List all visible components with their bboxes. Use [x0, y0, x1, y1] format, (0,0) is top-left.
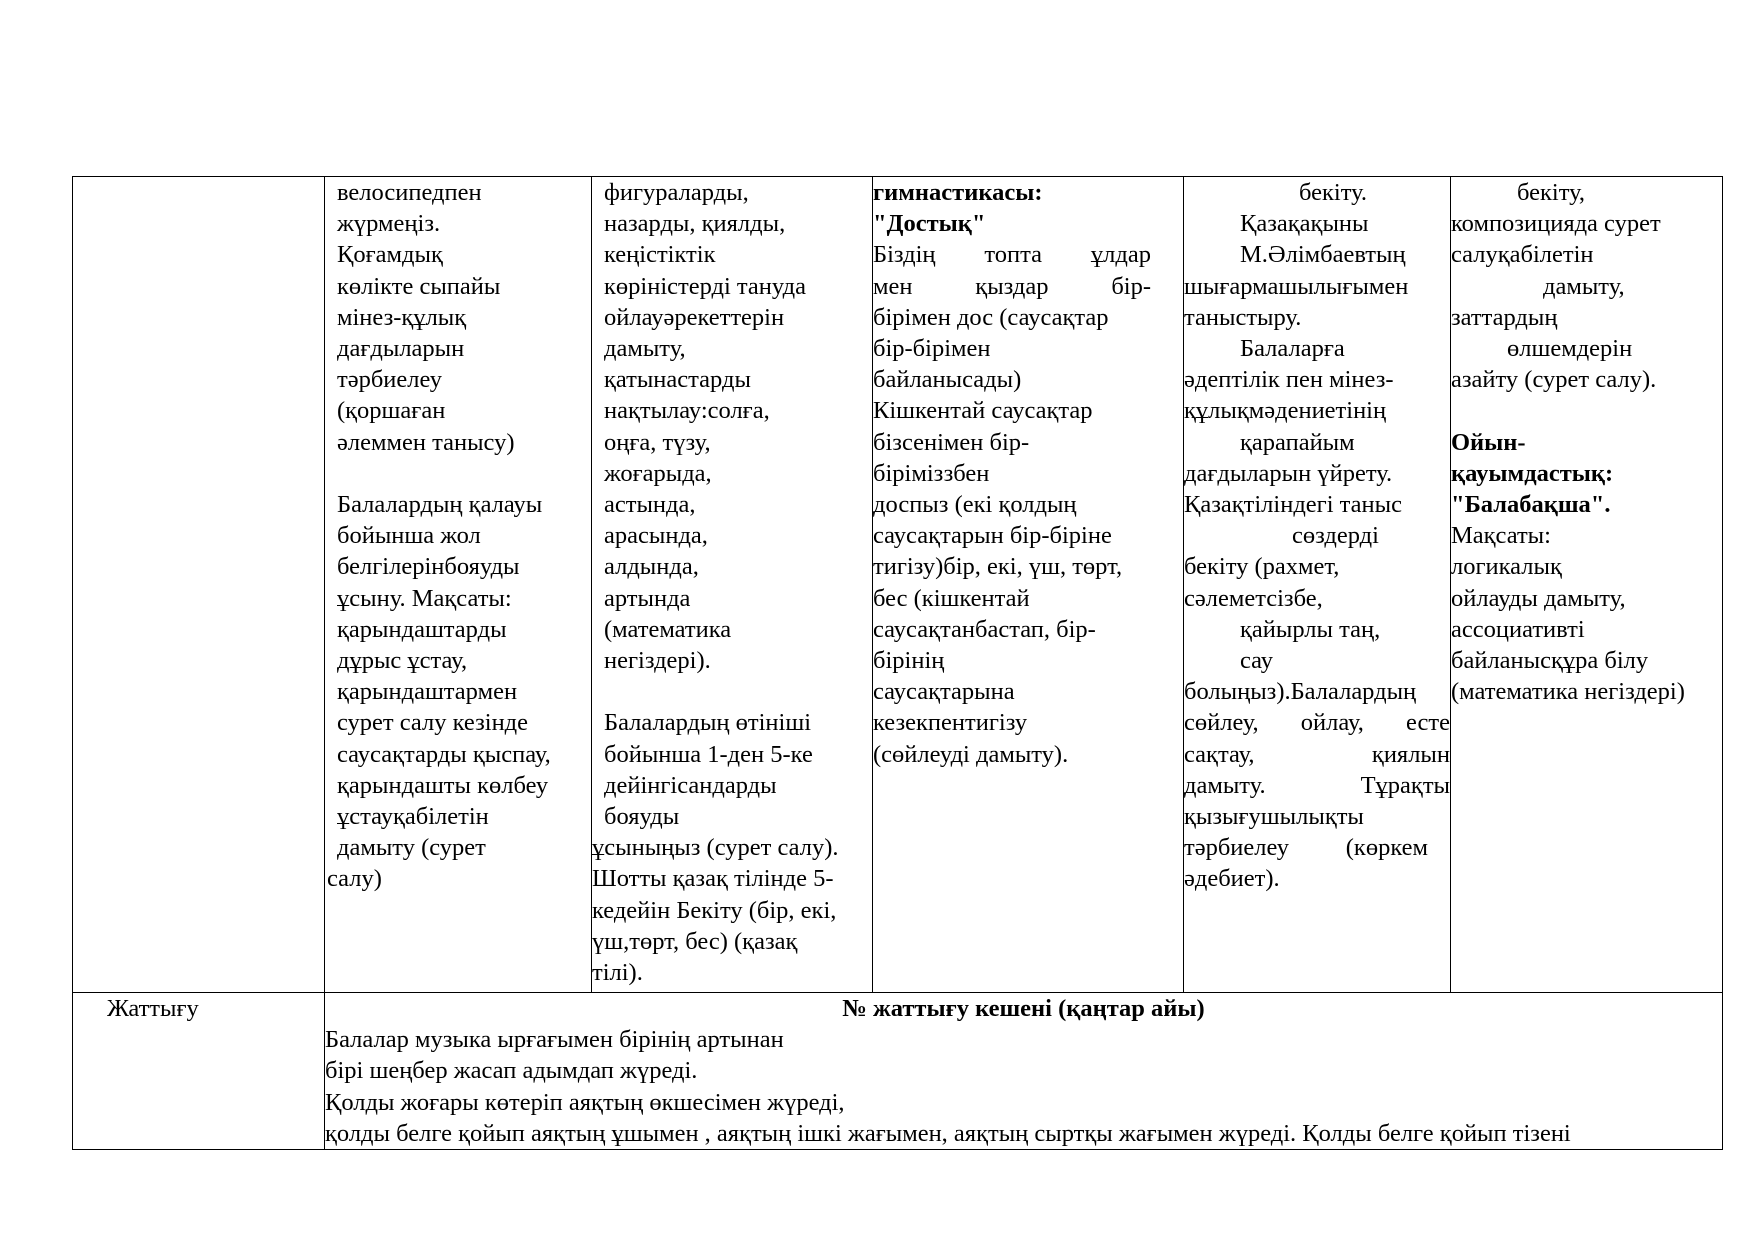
cell-line: ұсыныңыз (сурет салу).	[592, 834, 839, 862]
cell-line: сурет салу кезінде	[337, 709, 529, 737]
cell-line: бекіту.	[1299, 179, 1368, 206]
cell-line: шығармашылығымен	[1184, 272, 1409, 300]
cell-line: болыңыз).Балалардың	[1184, 678, 1417, 706]
cell-line: алдында,	[604, 553, 699, 581]
cell-line: заттардың	[1451, 303, 1558, 331]
cell-line: негіздері).	[604, 647, 711, 675]
cell-line: доспыз (екі қолдың	[873, 491, 1077, 519]
table-row	[73, 993, 1723, 1150]
cell-line: саусақтарды қыспау,	[337, 740, 551, 768]
cell-line	[592, 676, 872, 707]
cell-line: артында	[604, 584, 691, 612]
exercise-title: № жаттығу кешені (қаңтар айы)	[842, 995, 1205, 1022]
cell-line	[1451, 395, 1722, 426]
cell-line: кезекпентигізу	[873, 709, 1028, 737]
cell-line	[325, 458, 591, 489]
cell-line: әдептілік пен мінез-	[1184, 366, 1394, 394]
cell-line: бір-бірімен	[873, 335, 991, 363]
cell-line: өлшемдерін	[1507, 335, 1633, 363]
cell-line: саусақтарын бір-біріне	[873, 522, 1112, 550]
cell-line: (қоршаған	[337, 397, 446, 425]
cell-line: байланысады)	[873, 366, 1022, 394]
cell-line: таныстыру.	[1184, 303, 1302, 331]
cell-line: астында,	[604, 491, 696, 519]
cell-line: логикалық	[1451, 553, 1562, 581]
cell-line: ұстауқабілетін	[337, 803, 489, 831]
cell-line: "Достық"	[873, 210, 986, 238]
schedule-table	[72, 176, 1723, 1150]
cell-line: сөздерді	[1292, 522, 1379, 550]
cell-line: қатынастарды	[604, 366, 751, 394]
cell-line: Балаларға	[1240, 335, 1345, 363]
cell-line: бекіту (рахмет,	[1184, 553, 1340, 581]
exercise-line: Қолды жоғары көтеріп аяқтың өкшесімен жүреді,	[325, 1088, 845, 1116]
cell-line: дамыту,	[1543, 272, 1625, 300]
cell-line: бірінің	[873, 647, 945, 675]
cell-line: фигураларды,	[604, 179, 749, 206]
cell-line: дамыту,	[604, 335, 686, 363]
cell-line: саусақтарына	[873, 678, 1015, 706]
row-label-cell-empty	[73, 177, 325, 993]
cell-line: (математика негіздері)	[1451, 678, 1685, 706]
cell-line: Қазақақыны	[1240, 210, 1369, 238]
cell-line: ойлауәрекеттерін	[604, 303, 785, 331]
cell-line: бойынша жол	[337, 522, 481, 550]
exercise-line: қолды белге қойып аяқтың ұшымен , аяқтың ішкі жағымен, аяқтың сыртқы жағымен жүреді. Қолды белге қойып тізені	[325, 1119, 1571, 1147]
cell-line: біріміззбен	[873, 459, 990, 487]
table-cell-col6	[1451, 177, 1723, 993]
cell-line: мен қыздар бір-	[873, 272, 1151, 300]
row-label: Жаттығу	[107, 995, 199, 1022]
cell-line: жоғарыда,	[604, 459, 712, 487]
cell-line: тілі).	[592, 959, 643, 987]
row-label-cell	[73, 993, 325, 1150]
cell-line: байланысқұра білу	[1451, 647, 1649, 675]
cell-line: ұсыну. Мақсаты:	[337, 584, 512, 612]
cell-line: үш,төрт, бес) (қазақ	[592, 927, 798, 955]
cell-line: (сөйлеуді дамыту).	[873, 740, 1069, 768]
cell-line: композицияда сурет	[1451, 210, 1661, 238]
cell-line: М.Әлімбаевтың	[1240, 241, 1406, 269]
cell-line: сақтау, қиялын	[1184, 740, 1450, 768]
cell-line: Балалардың қалауы	[337, 491, 543, 519]
cell-line: (математика	[604, 615, 732, 643]
cell-line: құлықмәдениетінің	[1184, 397, 1387, 425]
cell-line: Қоғамдық	[337, 241, 443, 269]
cell-line: Балалардың өтініші	[604, 709, 812, 737]
cell-line: оңға, түзу,	[604, 428, 711, 456]
cell-line: сөйлеу, ойлау, есте	[1184, 709, 1450, 737]
cell-line: сау	[1240, 647, 1274, 675]
cell-line: ассоциативті	[1451, 615, 1585, 643]
table-cell-col4	[873, 177, 1184, 993]
exercise-line: бірі шеңбер жасап адымдап жүреді.	[325, 1057, 698, 1085]
cell-line: Қазақтіліндегі таныс	[1184, 491, 1402, 519]
cell-line: Шотты қазақ тілінде 5-	[592, 865, 834, 893]
cell-line: қайырлы таң,	[1240, 615, 1381, 643]
cell-line: қарындашты көлбеу	[337, 771, 549, 799]
cell-line: велосипедпен	[337, 179, 482, 206]
cell-line: арасында,	[604, 522, 708, 550]
cell-line: салуқабілетін	[1451, 241, 1594, 269]
cell-line: тәрбиелеу (көркем	[1184, 834, 1428, 862]
exercise-cell	[325, 993, 1723, 1150]
table-cell-col3	[592, 177, 873, 993]
cell-line: көріністерді тануда	[604, 272, 806, 300]
exercise-line: Балалар музыка ырғағымен бірінің артынан	[325, 1026, 784, 1054]
cell-line: әдебиет).	[1184, 865, 1280, 893]
cell-line: нақтылау:солға,	[604, 397, 770, 425]
cell-line: гимнастикасы:	[873, 179, 1043, 206]
cell-line: дағдыларын үйрету.	[1184, 459, 1393, 487]
cell-line: дамыту. Тұрақты	[1184, 771, 1450, 799]
cell-line: тәрбиелеу	[337, 366, 443, 394]
cell-line: қарапайым	[1240, 428, 1355, 456]
cell-line: мінез-құлық	[337, 303, 467, 331]
cell-line: жүрмеңіз.	[337, 210, 441, 238]
cell-line: кедейін Бекіту (бір, екі,	[592, 896, 837, 924]
cell-line: Кішкентай саусақтар	[873, 397, 1093, 425]
cell-line: назарды, қиялды,	[604, 210, 786, 238]
table-cell-col5	[1184, 177, 1451, 993]
cell-line: азайту (сурет салу).	[1451, 366, 1657, 394]
cell-line: бекіту,	[1517, 179, 1586, 206]
cell-line: бізсенімен бір-	[873, 428, 1030, 456]
cell-line: салу)	[327, 865, 382, 893]
cell-line: Мақсаты:	[1451, 522, 1551, 550]
cell-line: қауымдастық:	[1451, 459, 1614, 487]
cell-line: бес (кішкентай	[873, 584, 1030, 612]
cell-line: ойлауды дамыту,	[1451, 584, 1626, 612]
cell-line: тигізу)бір, екі, үш, төрт,	[873, 553, 1123, 581]
cell-line: бірімен дос (саусақтар	[873, 303, 1109, 331]
cell-line: қызығушылықты	[1184, 803, 1364, 831]
table-row	[73, 177, 1723, 993]
cell-line: саусақтанбастап, бір-	[873, 615, 1096, 643]
cell-line: қарындаштармен	[337, 678, 518, 706]
cell-line: кеңістіктік	[604, 241, 716, 269]
cell-line: көлікте сыпайы	[337, 272, 501, 300]
cell-line: Ойын-	[1451, 428, 1526, 456]
cell-line: қарындаштарды	[337, 615, 507, 643]
cell-line: белгілерінбояуды	[337, 553, 520, 581]
cell-line: Біздің топта ұлдар	[873, 241, 1151, 269]
cell-line: бояуды	[604, 803, 680, 831]
cell-line: сәлеметсізбе,	[1184, 584, 1323, 612]
cell-line: дамыту (сурет	[337, 834, 486, 862]
table-cell-col2	[325, 177, 592, 993]
cell-line: бойынша 1-ден 5-ке	[604, 740, 813, 768]
cell-line: дағдыларын	[337, 335, 465, 363]
cell-line: "Балабақша".	[1451, 491, 1611, 519]
cell-line: дұрыс ұстау,	[337, 647, 468, 675]
cell-line: әлеммен танысу)	[337, 428, 515, 456]
cell-line: дейінгісандарды	[604, 771, 777, 799]
